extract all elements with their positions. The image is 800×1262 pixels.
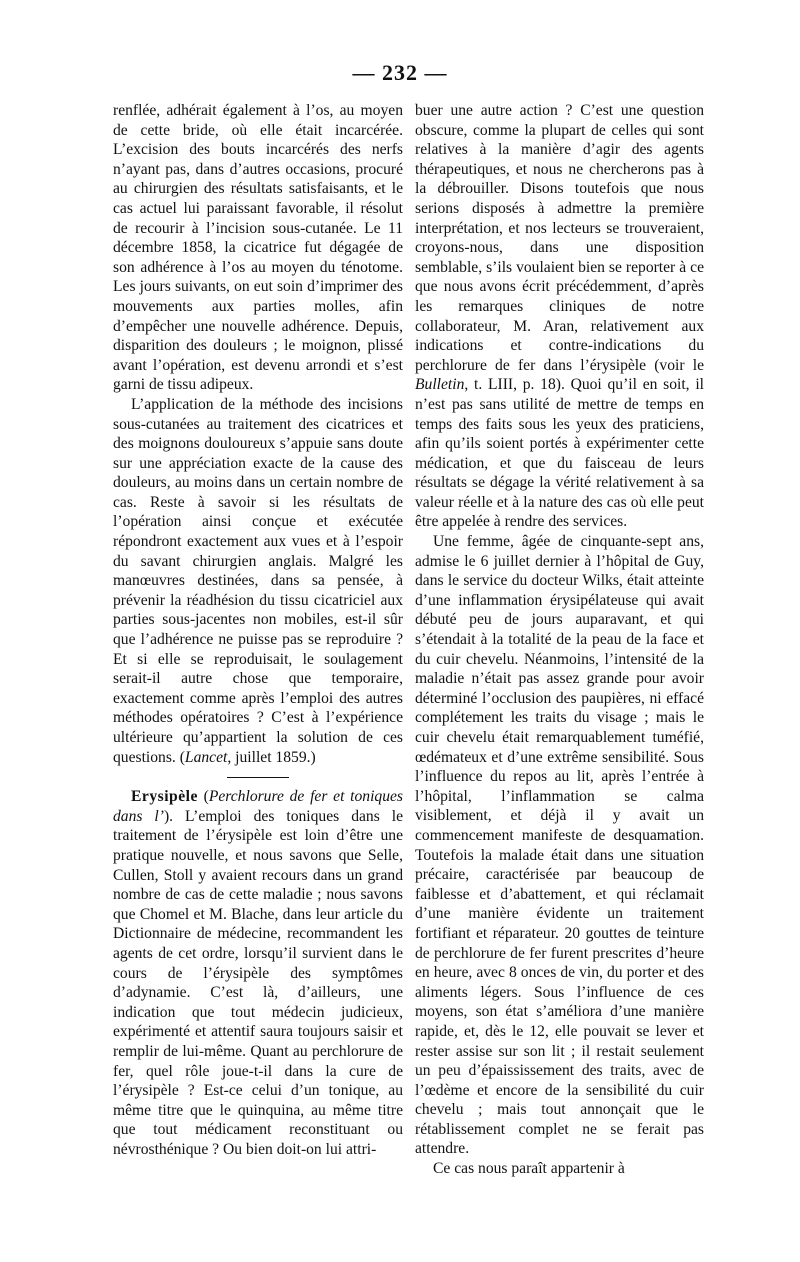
subtitle-close: ). — [163, 807, 186, 825]
paragraph-case: Une femme, âgée de cinquante-sept ans, admise le 6 juillet dernier à l’hôpital de Guy, dans le service du docteur Wilks, était atteinte d’une inflammation érysipélateuse qui avait débuté peu de jours auparavant, et qui s’étendait à la totalité de la peau de la face et du cuir chevelu. Néanmoins, l’intensité de la maladie n’était pas assez grande pour avoir déterminé l’occlusion des paupières, ni effacé complétement les traits du visage ; mais le cuir chevelu était remarquablement tuméfié, œdémateux et d’une extrême sensibilité. Sous l’influence du repos au lit, après l’entrée à l’hôpital, l’inflammation se calma visiblement, et déjà il y avait un commencement manifeste de desquamation. Toutefois la malade était dans une situation précaire, caractérisée par beaucoup de faiblesse et d’abattement, et qui réclamait d’une manière évidente un traitement fortifiant et réparateur. 20 gouttes de teinture de perchlorure de fer furent prescrites d’heure en heure, avec 8 onces de vin, du porter et des aliments légers. Sous l’influence de ces moyens, son état s’améliora d’une manière rapide, et, dès le 12, elle pouvait se lever et rester assise sur son lit ; il restait seulement un peu d’épaississement des traits, avec de l’œdème et encore de la sensibilité du cuir chevelu ; mais tout annonçait que le rétablissement complet ne se ferait pas attendre. — [415, 533, 704, 1158]
paragraph-commentary — [113, 395, 403, 767]
paragraph-conclusion: Ce cas nous paraît appartenir à — [433, 1160, 625, 1178]
page-number: — 232 — — [352, 60, 448, 85]
paragraph-continuation: renflée, adhérait également à l’os, au moyen de cette bride, où elle était incarcérée. L’excision des bouts incarcérés des nerfs n’ayant pas, dans d’autres occasions, procuré au chirurgien des résultats satisfaisants, et le cas actuel lui paraissant favorable, il résolut de recourir à l’incision sous-cutanée. Le 11 décembre 1858, la cicatrice fut dégagée de son adhérence à l’os au moyen du ténotome. Les jours suivants, on eut soin d’imprimer des mouvements aux parties molles, afin d’empêcher une nouvelle adhérence. Depuis, disparition des douleurs ; le moignon, plissé avant l’opération, est devenu arrondi et s’est garni de tissu adipeux. — [113, 102, 403, 394]
source-citation: Lancet — [184, 748, 228, 766]
paragraph-text: , t. LIII, p. 18). Quoi qu’il en soit, il n’est pas sans utilité de mettre de temps en temps des faits sous les yeux des praticiens, afin qu’ils soient portés à expérimenter cette médication, et que du faisceau de leurs résultats se dégage la vérité relativement à sa valeur réelle et à la nature des cas où elle peut être appelée à rendre des services. — [415, 376, 704, 531]
left-column — [113, 101, 403, 1159]
section-heading: Erysipèle — [131, 788, 198, 806]
section-divider — [227, 777, 289, 778]
section-subtitle: Perchlorure de fer et toniques dans l’ — [113, 788, 404, 825]
paragraph-text: L’application de la méthode des incisions sous-cutanées au traitement des cicatrices et des moignons douloureux s’appuie sans doute sur une appréciation exacte de la cause des douleurs, au moins dans un certain nombre de cas. Reste à savoir si les résultats de l’opération ainsi conçue et exécutée répondront exactement aux vues et à l’espoir du savant chirurgien anglais. Malgré les manœuvres destinées, dans sa pensée, à prévenir la réadhésion du tissu cicatriciel aux parties sous-jacentes non mobiles, est-il sûr que l’adhérence ne puisse pas se reproduire ? Et si elle se reproduisait, le soulagement serait-il autre chose que temporaire, exactement comme après l’emploi des autres méthodes opératoires ? C’est à l’expérience ultérieure qu’appartient la solution de ces questions. ( — [113, 395, 403, 766]
paragraph-continuation — [415, 101, 704, 532]
citation-date: , juillet 1859.) — [227, 748, 316, 766]
paragraph-text: L’emploi des toniques dans le traitement de l’érysipèle est loin d’être une pratique nouvelle, et nous savons que Selle, Cullen, Stoll y avaient recours dans un grand nombre de cas de cette maladie ; nous savons que Chomel et M. Blache, dans leur article du Dictionnaire de médecine, recommandent les agents de cet ordre, lorsqu’il survient dans le cours de l’érysipèle des symptômes d’adynamie. C’est là, d’ailleurs, une indication que tout médecin judicieux, expérimenté et attentif saura toujours saisir et remplir de lui-même. Quant au perchlorure de fer, quel rôle joue-t-il dans la cure de l’érysipèle ? Est-ce celui d’un tonique, au même titre que le quinquina, au même titre que tout médicament reconstituant ou névrosthénique ? Ou bien doit-on lui attri- — [113, 807, 404, 1158]
right-column — [415, 101, 704, 1179]
journal-reference: Bulletin — [415, 376, 465, 394]
paragraph-erysipele — [113, 787, 403, 1159]
paragraph-text: buer une autre action ? C’est une question obscure, comme la plupart de celles qui sont relatives à la manière d’agir des agents thérapeutiques, et nous ne chercherons pas à la débrouiller. Disons toutefois que nous serions disposés à admettre la première interprétation, et nos lecteurs se trouveraient, croyons-nous, dans une disposition semblable, s’ils voulaient bien se reporter à ce que nous avons écrit précédemment, d’après les remarques cliniques de notre collaborateur, M. Aran, relativement aux indications et contre-indications du perchlorure de fer dans l’érysipèle (voir le — [415, 102, 704, 374]
subtitle-open: ( — [197, 788, 209, 806]
